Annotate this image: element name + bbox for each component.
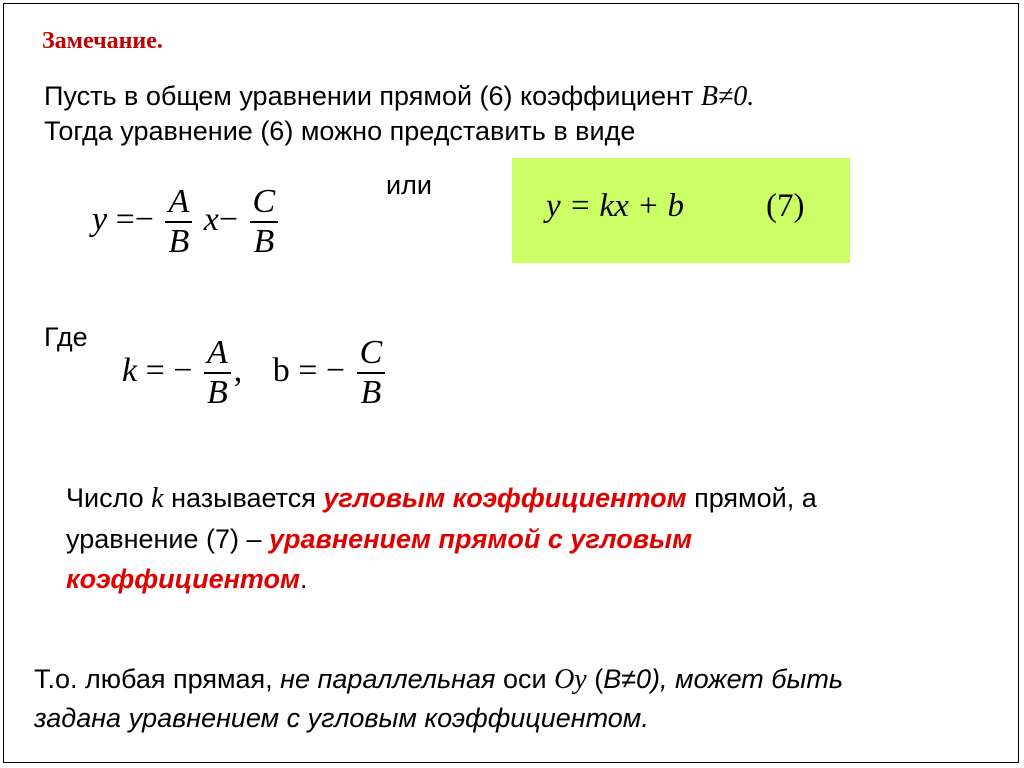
definition-line-2 <box>66 519 817 559</box>
def-period: . <box>300 564 308 594</box>
def-text: Число <box>66 483 152 513</box>
coefficients-definition <box>122 334 388 412</box>
equation-7-box <box>512 158 850 263</box>
denominator-b: B <box>165 221 192 261</box>
equation-6-solved <box>92 183 281 261</box>
intro-paragraph <box>44 79 754 148</box>
coef-k: k <box>122 351 138 389</box>
term-slope-coefficient: угловым коэффициентом <box>323 483 687 513</box>
denominator-b-2: B <box>250 221 279 261</box>
def-text-3: прямой, а <box>686 483 817 513</box>
conclusion-paragraph <box>34 660 843 737</box>
intro-line-1 <box>44 79 754 114</box>
equation-7: y = kx + b <box>546 188 684 224</box>
comma: , <box>233 351 243 389</box>
where-label: Где <box>44 322 88 352</box>
concl-oy: Oy <box>554 664 587 695</box>
def-text-4: уравнение (7) – <box>66 524 270 554</box>
definition-paragraph <box>66 478 817 599</box>
definition-line-1 <box>66 478 817 519</box>
eq-y: y <box>92 200 108 238</box>
numerator-a: A <box>168 183 190 220</box>
concl-condition: B≠0), может быть <box>603 664 844 694</box>
fraction-a-over-b <box>165 183 192 261</box>
k-equals-minus: = − <box>145 351 193 389</box>
definition-line-3 <box>66 559 817 599</box>
eq-minus-2: − <box>218 200 239 238</box>
b-equals-minus: = − <box>298 351 346 389</box>
conclusion-line-2: задана уравнением с угловым коэффициентом. <box>34 703 649 733</box>
b-denominator: B <box>357 372 386 412</box>
numerator-c: C <box>252 183 276 220</box>
coef-b: b <box>272 351 290 389</box>
concl-axis: оси <box>495 664 555 694</box>
intro-text: Пусть в общем уравнении прямой (6) коэффициент <box>44 81 701 111</box>
term-slope-equation-end: коэффициентом <box>66 564 301 594</box>
k-fraction <box>204 334 231 412</box>
b-fraction <box>357 334 386 412</box>
b-nonzero: B≠0. <box>700 81 755 112</box>
equation-number-7: (7) <box>766 188 805 224</box>
def-k: k <box>151 483 164 514</box>
concl-not-parallel: не параллельная <box>280 664 496 694</box>
conclusion-line-1 <box>34 660 843 699</box>
slide-title: Замечание. <box>42 28 163 54</box>
k-denominator: B <box>204 372 231 412</box>
def-text-2: называется <box>163 483 324 513</box>
eq-sign: = <box>115 200 135 238</box>
or-text: или <box>386 170 432 200</box>
b-numerator: C <box>359 334 383 371</box>
term-slope-equation: уравнением прямой с угловым <box>269 524 693 554</box>
fraction-c-over-b <box>250 183 279 261</box>
concl-paren: ( <box>586 664 604 694</box>
concl-text: Т.о. любая прямая, <box>34 664 281 694</box>
eq-minus: − <box>134 200 154 238</box>
k-numerator: A <box>206 334 228 371</box>
eq-x: x <box>203 200 219 238</box>
intro-line-2: Тогда уравнение (6) можно представить в виде <box>44 116 636 146</box>
